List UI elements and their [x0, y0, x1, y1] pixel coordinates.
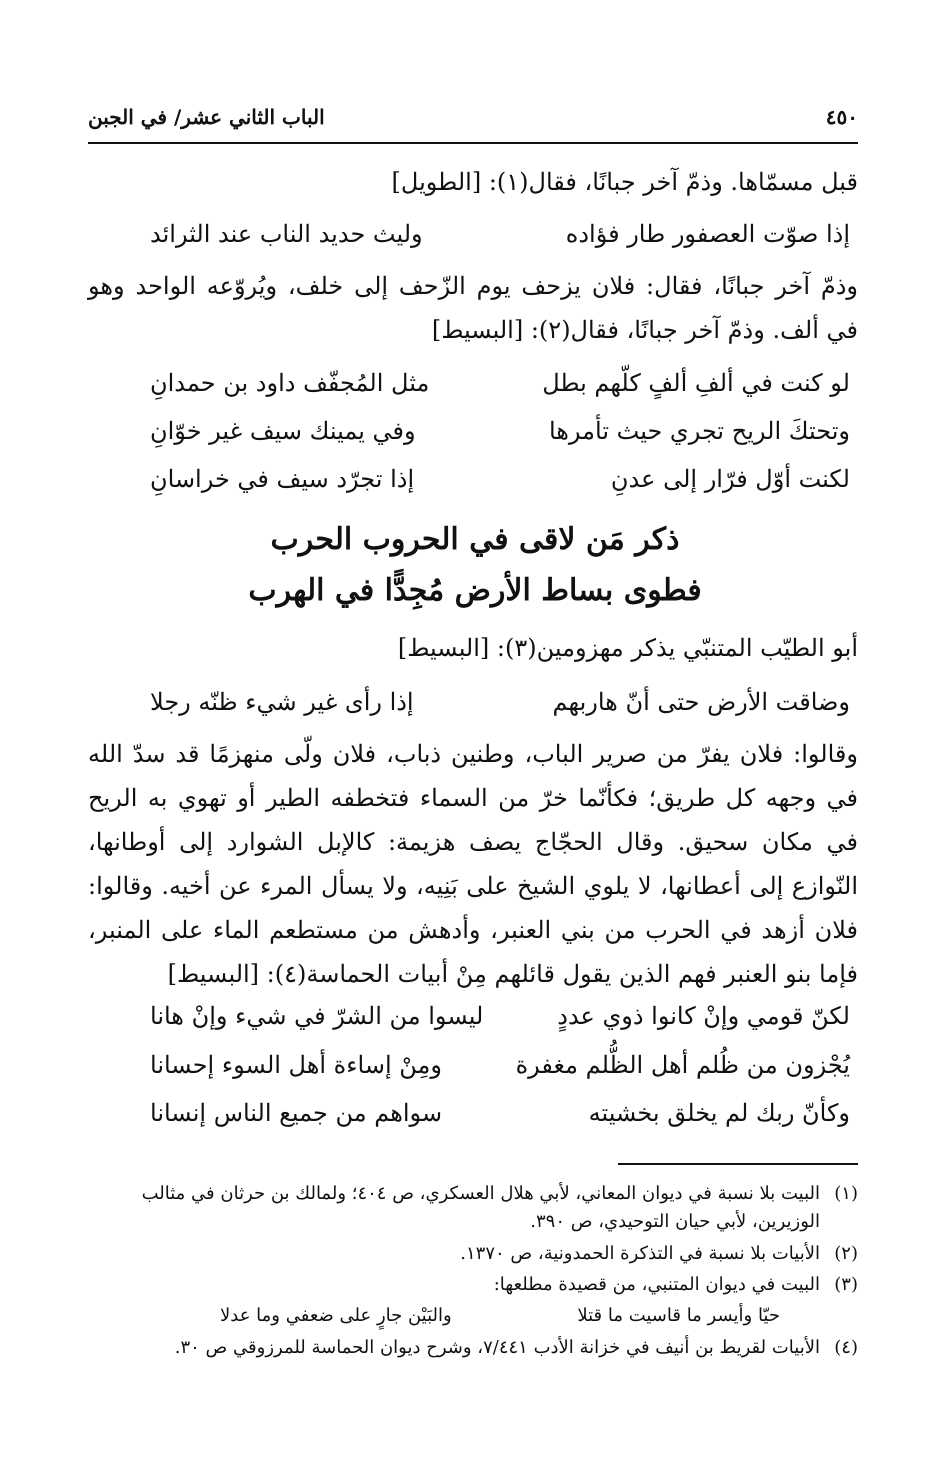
paragraph-2: وذمّ آخر جبانًا، فقال: فلان يزحف يوم الزّحف إلى خلف، ويُروّعه الواحد وهو في ألف. وذمّ آخر جبانًا، فقال(٢): [البسيط]	[88, 272, 858, 344]
footnote-2-number: (٢)	[834, 1243, 858, 1264]
verse-3-first-hemistich: وضاقت الأرض حتى أنّ هاربهم	[552, 688, 850, 716]
line-3: أبو الطيّب المتنبّي يذكر مهزومين(٣): [البسيط]	[397, 634, 858, 662]
verse-4-1	[150, 993, 850, 1039]
footnote-2	[88, 1240, 858, 1268]
verse-2-2	[150, 408, 850, 454]
verse-4-2-first-hemistich: يُجْزون من ظُلم أهل الظُّلم مغفرة	[515, 1051, 850, 1079]
line-1: قبل مسمّاها. وذمّ آخر جبانًا، فقال(١): [الطويل]	[391, 168, 858, 196]
verse-4-3-first-hemistich: وكأنّ ربك لم يخلق بخشيته	[588, 1099, 850, 1127]
verse-1	[150, 211, 850, 257]
footnote-4	[88, 1334, 858, 1362]
section-heading-line-1: ذكر مَن لاقى في الحروب الحرب	[270, 522, 680, 557]
footnote-1	[88, 1180, 858, 1236]
footnote-4-text: الأبيات لقريط بن أنيف في خزانة الأدب ٧/٤٤١، وشرح ديوان الحماسة للمرزوقي ص ٣٠.	[174, 1337, 820, 1358]
section-heading-line-2: فطوى بساط الأرض مُجِدًّا في الهرب	[248, 573, 702, 608]
footnote-1-number: (١)	[834, 1183, 858, 1204]
running-title: الباب الثاني عشر/ في الجبن	[88, 105, 325, 129]
footnote-1-continuation: الوزيرين، لأبي حيان التوحيدي، ص ٣٩٠.	[530, 1211, 820, 1232]
footnote-1-text: البيت بلا نسبة في ديوان المعاني، لأبي هلال العسكري، ص ٤٠٤؛ ولمالك بن حرثان في مثالب	[141, 1183, 820, 1204]
verse-2-1-first-hemistich: لو كنت في ألفِ ألفٍ كلّهم بطل	[542, 369, 850, 397]
verse-3	[150, 679, 850, 725]
verse-1-second-hemistich: وليث حديد الناب عند الثرائد	[150, 220, 423, 248]
footnote-4-number: (٤)	[834, 1337, 858, 1358]
footnote-3-verse-second-hemistich: والبَيْن جارٍ على ضعفي وما عدلا	[220, 1305, 452, 1326]
verse-4-2	[150, 1042, 850, 1088]
verse-2-3	[150, 456, 850, 502]
page-header	[88, 100, 858, 134]
footnote-3	[88, 1271, 858, 1299]
verse-3-second-hemistich: إذا رأى غير شيء ظنّه رجلا	[150, 688, 414, 716]
verse-4-3	[150, 1090, 850, 1136]
paragraph-4: وقالوا: فلان يفرّ من صرير الباب، وطنين ذباب، فلان ولّى منهزمًا قد سدّ الله في وجهه كل طريق؛ فكأنّما خرّ من السماء فتخطفه الطير أو تهوي به الريح في مكان سحيق. وقال الحجّاج يصف هزيمة: كالإبل الشوارد إلى أوطانها، النّوازع إلى أعطانها، لا يلوي الشيخ على بَنِيه، ولا يسأل المرء عن أخيه. وقالوا: فلان أزهد في الحرب من بني العنبر، وأدهش من مستطعم الماء على المنبر، فإما بنو العنبر فهم الذين يقول قائلهم مِنْ أبيات الحماسة(٤): [البسيط]	[88, 740, 858, 988]
footnote-3-verse	[220, 1302, 780, 1330]
verse-2-1-second-hemistich: مثل المُجفّف داود بن حمدانِ	[150, 369, 430, 397]
verse-1-first-hemistich: إذا صوّت العصفور طار فؤاده	[565, 220, 850, 248]
verse-2-3-first-hemistich: لكنت أوّل فرّار إلى عدنِ	[610, 465, 850, 493]
footnote-2-text: الأبيات بلا نسبة في التذكرة الحمدونية، ص ١٣٧٠.	[460, 1243, 820, 1264]
verse-2-2-first-hemistich: وتحتكَ الريح تجري حيث تأمرها	[548, 417, 850, 445]
footnote-3-number: (٣)	[834, 1274, 858, 1295]
verse-4-3-second-hemistich: سواهم من جميع الناس إنسانا	[150, 1099, 443, 1127]
verse-4-2-second-hemistich: ومِنْ إساءة أهل السوء إحسانا	[150, 1051, 442, 1079]
footnote-separator	[618, 1163, 858, 1165]
footnote-3-text: البيت في ديوان المتنبي، من قصيدة مطلعها:	[493, 1274, 820, 1295]
footnote-3-verse-first-hemistich: حيّا وأيسر ما قاسيت ما قتلا	[577, 1305, 780, 1326]
header-rule	[88, 142, 858, 144]
verse-2-1	[150, 360, 850, 406]
verse-4-1-second-hemistich: ليسوا من الشرّ في شيء وإنْ هانا	[150, 1002, 484, 1030]
verse-2-3-second-hemistich: إذا تجرّد سيف في خراسانِ	[150, 465, 415, 493]
page-number: ٤٥٠	[825, 105, 858, 129]
verse-4-1-first-hemistich: لكنّ قومي وإنْ كانوا ذوي عددٍ	[557, 1002, 850, 1030]
verse-2-2-second-hemistich: وفي يمينك سيف غير خوّانِ	[150, 417, 416, 445]
